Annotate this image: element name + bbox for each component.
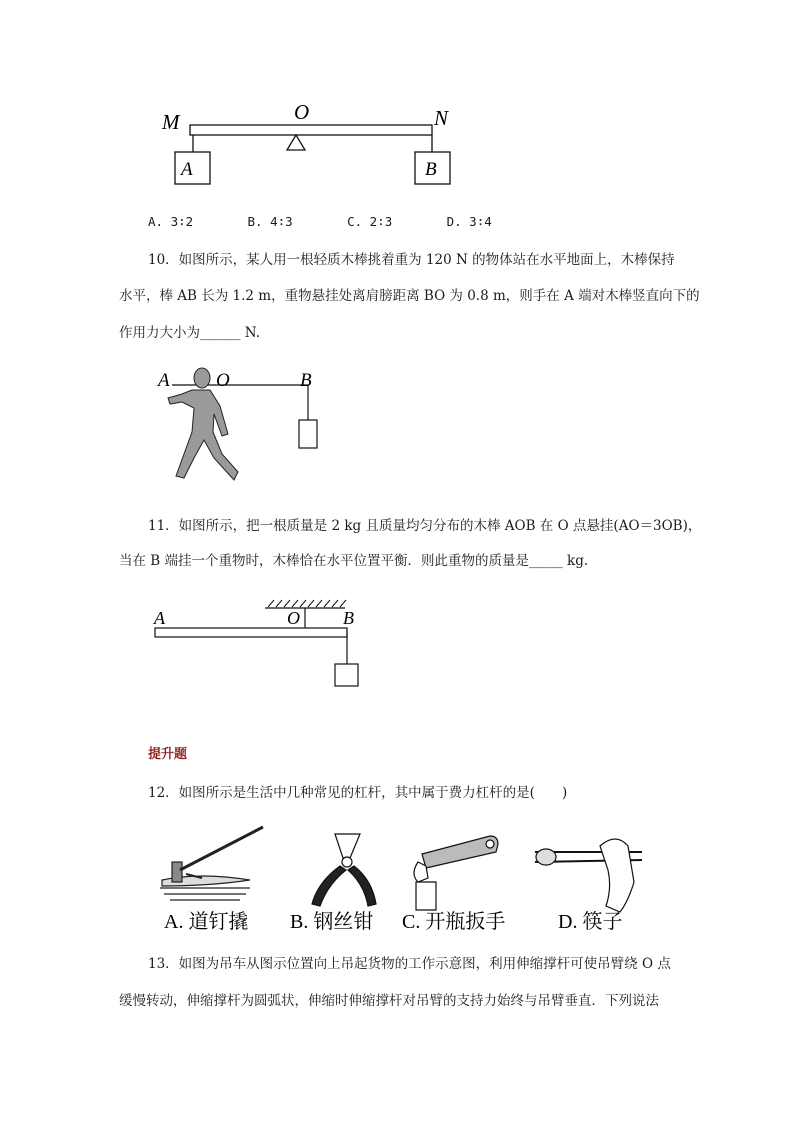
q10-line-2: 水平，棒 AB 长为 1.2 m，重物悬挂处离肩膀距离 BO 为 0.8 m，则手在 A 端对木棒竖直向下的 (119, 288, 700, 304)
q11-line-1: 11．如图所示，把一根质量是 2 kg 且质量均匀分布的木棒 AOB 在 O 点悬挂(AO＝3OB)， (148, 518, 702, 534)
section-title: 提升题 (148, 747, 188, 762)
q9-option-c[interactable]: C. 2∶3 (347, 214, 393, 229)
q9-options (148, 212, 492, 232)
chopsticks-image (535, 839, 642, 912)
q10-line-3: 作用力大小为______ N. (119, 325, 261, 341)
tools-svg (150, 822, 660, 934)
q10-line-1: 10．如图所示，某人用一根轻质木棒挑着重为 120 N 的物体站在水平地面上，木棒保持 (148, 252, 675, 268)
caption-b: B. 钢丝钳 (290, 911, 374, 933)
q13-line-2: 缓慢转动，伸缩撑杆为圆弧状，伸缩时伸缩撑杆对吊臂的支持力始终与吊臂垂直．下列说法 (119, 993, 659, 1009)
lever-bar (190, 125, 432, 135)
caption-c: C. 开瓶扳手 (402, 911, 506, 933)
person-stick-svg (150, 362, 330, 492)
pliers-image (312, 834, 376, 906)
label-b: B (343, 608, 354, 628)
q9-option-a[interactable]: A. 3∶2 (148, 214, 194, 229)
label-n: N (434, 106, 449, 130)
lever-diagram-mon (150, 95, 470, 195)
hanging-weight (335, 664, 358, 686)
ceiling-hatch (268, 600, 346, 607)
bottle-opener-image (414, 836, 498, 910)
label-o: O (294, 100, 310, 124)
hanging-weight (299, 420, 317, 448)
caption-d: D. 筷子 (558, 911, 623, 933)
label-o: O (216, 370, 230, 391)
label-o: O (287, 608, 300, 628)
label-a: A (158, 370, 170, 391)
stick-bar (155, 628, 347, 637)
label-m: M (162, 110, 180, 134)
q11-line-2: 当在 B 端挂一个重物时，木棒恰在水平位置平衡．则此重物的质量是_____ kg. (119, 553, 589, 569)
box-label-a: A (181, 159, 193, 180)
q9-option-b[interactable]: B. 4∶3 (247, 214, 293, 229)
nail-puller-image (160, 827, 263, 900)
person-stick-diagram (150, 362, 330, 492)
fulcrum-triangle (287, 135, 305, 150)
hanging-stick-diagram (150, 590, 380, 690)
lever-mon-svg (150, 95, 470, 195)
hanging-stick-svg (150, 590, 380, 690)
tool-images (150, 822, 660, 934)
box-label-b: B (425, 159, 437, 180)
q13-line-1: 13．如图为吊车从图示位置向上吊起货物的工作示意图，利用伸缩撑杆可使吊臂绕 O 点 (148, 956, 671, 972)
q12-line-1: 12．如图所示是生活中几种常见的杠杆，其中属于费力杠杆的是( ) (148, 785, 568, 801)
label-a: A (154, 608, 165, 628)
label-b: B (300, 370, 312, 391)
q9-option-d[interactable]: D. 3∶4 (446, 214, 492, 229)
caption-a: A. 道钉撬 (164, 911, 249, 933)
